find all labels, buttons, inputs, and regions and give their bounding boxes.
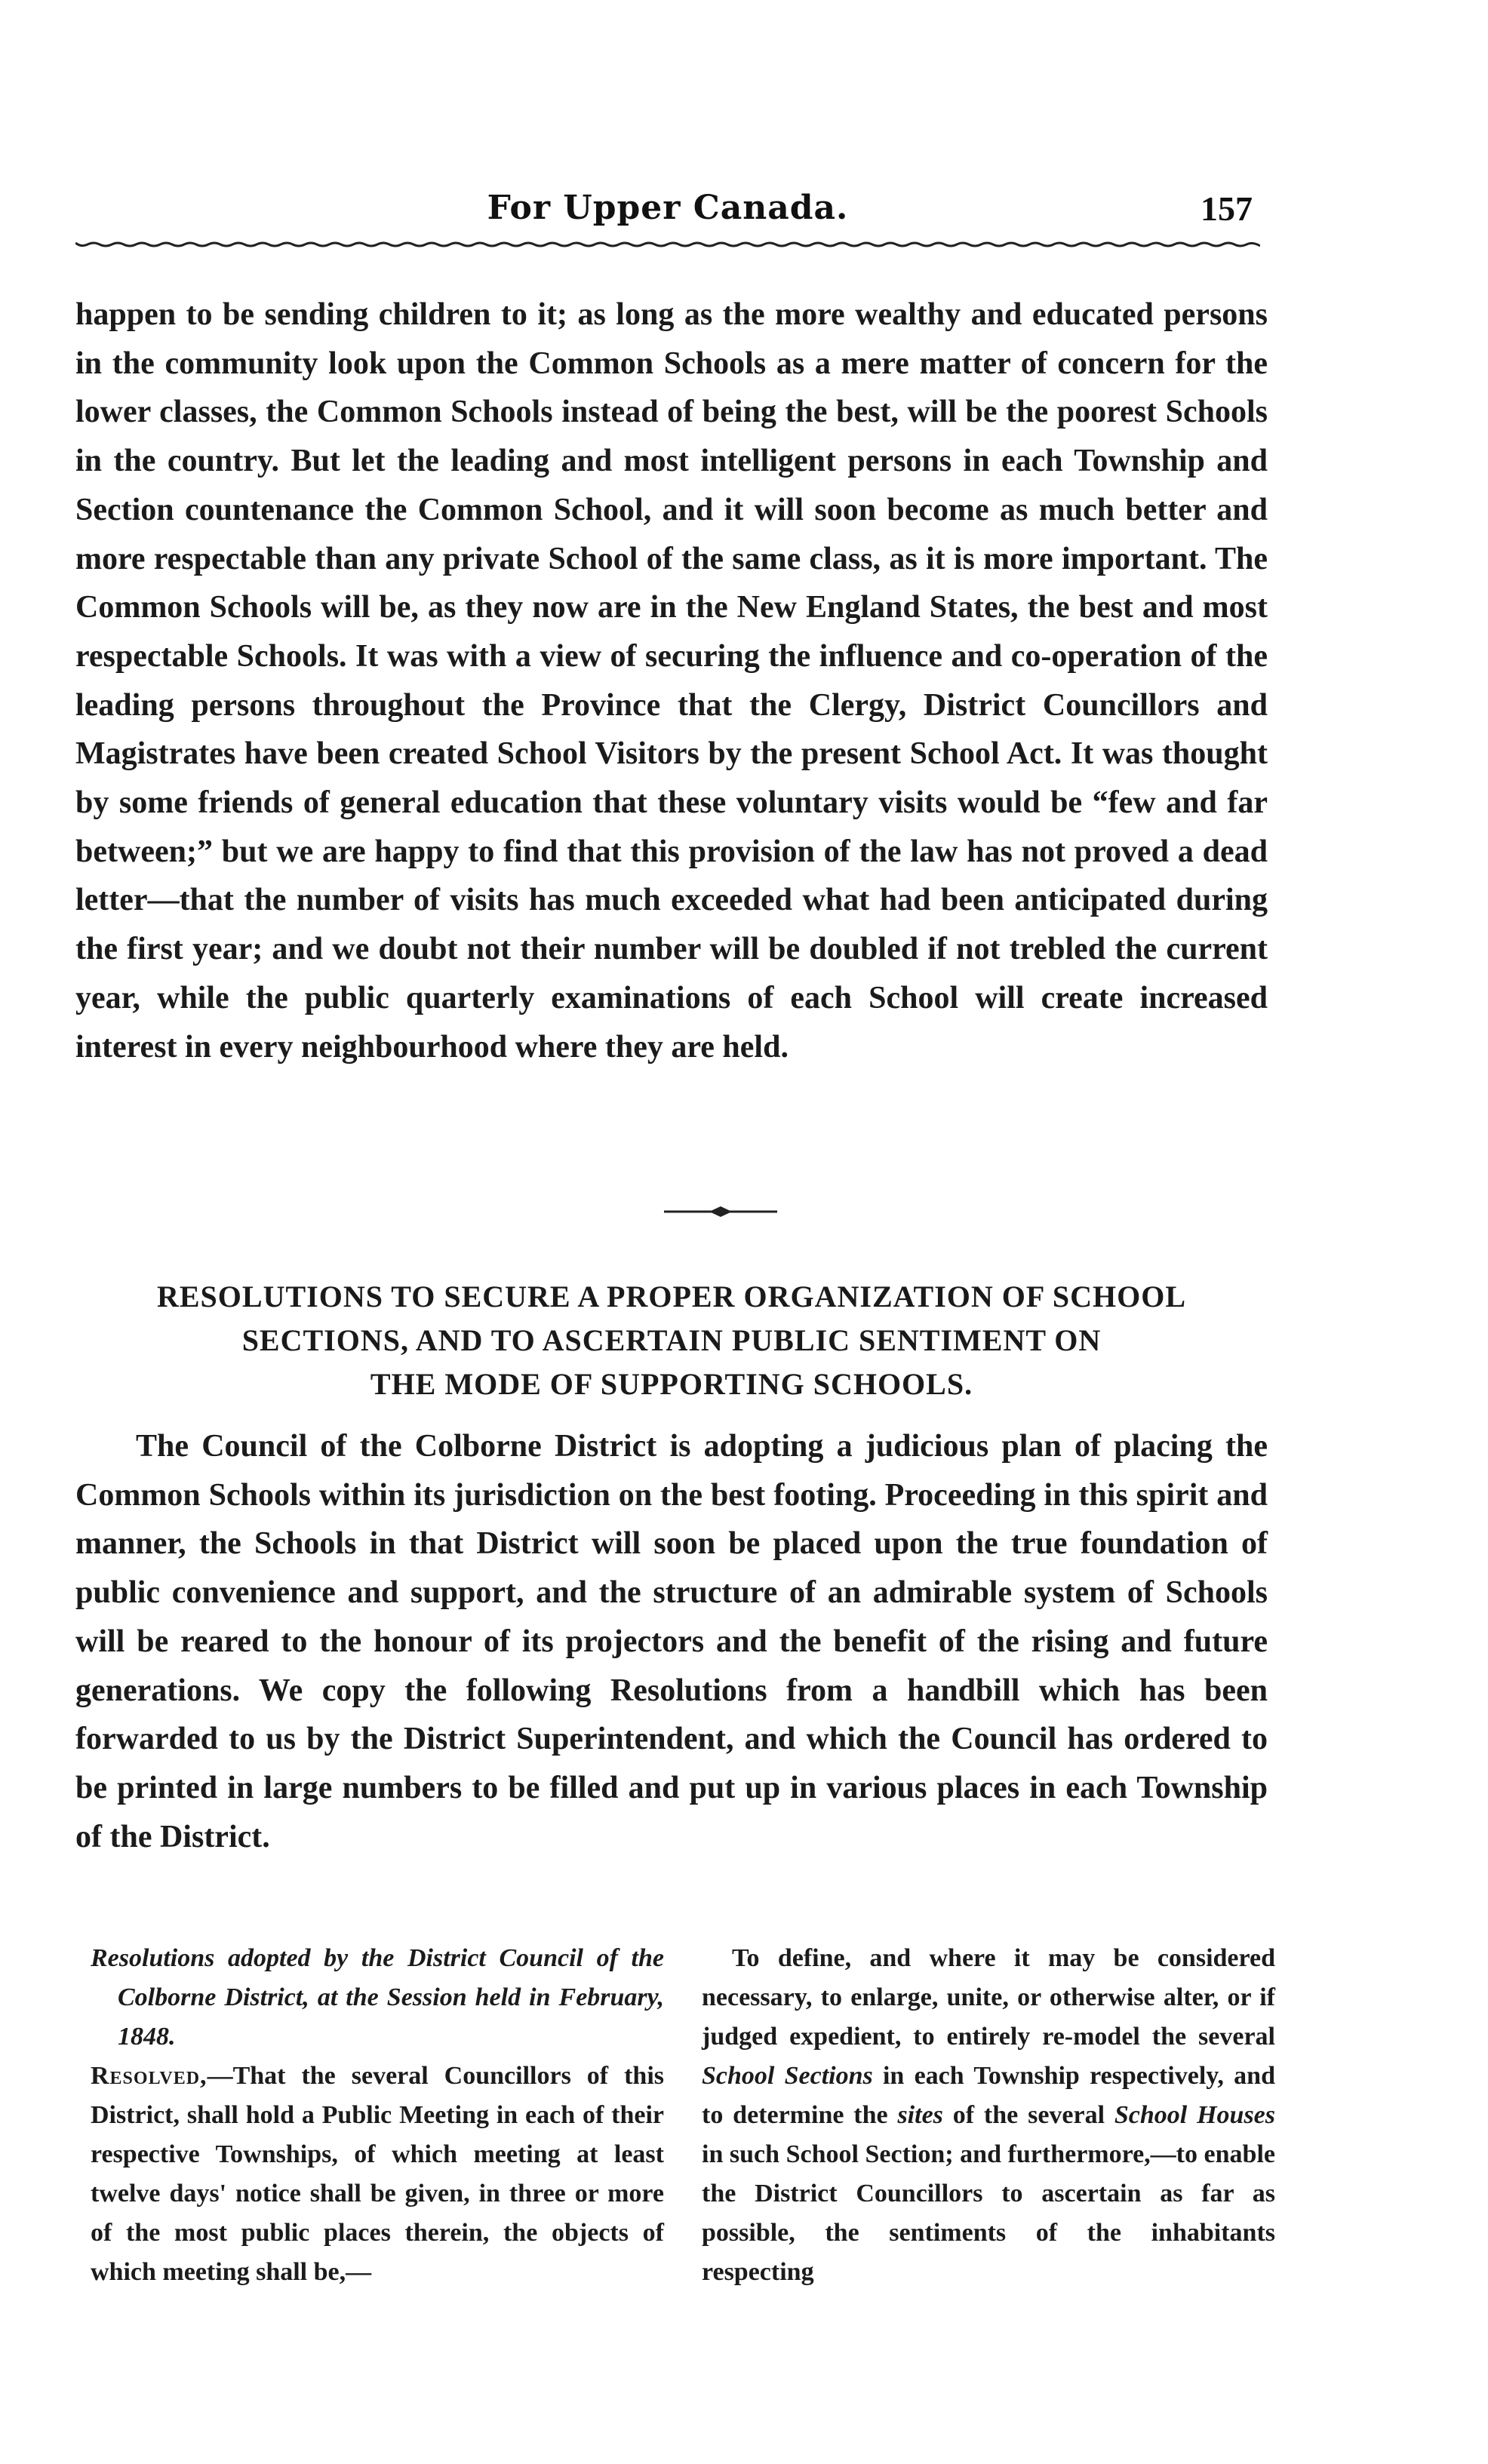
paragraph-2-text: The Council of the Colborne District is adopting a judicious plan of placing the Common Schools within its jurisdiction on the best footing. Proceeding in this spirit and manner, the Schools in that District will soon be placed upon the true foundation of public convenience and support, and the structure of an admirable system of Schools will be reared to the honour of its projectors and the benefit of the rising and future generations. We copy the following Resolutions from a handbill which has been forwarded to us by the District Superintendent, and which the Council has ordered to be printed in large numbers to be filled and put up in various places in each Township of the District. (75, 1429, 1268, 1854)
resolved-paragraph (91, 2057, 664, 2292)
section-title-line-3: THE MODE OF SUPPORTING SCHOOLS. (370, 1367, 973, 1401)
section-title (75, 1275, 1268, 1406)
page-number: 157 (1201, 189, 1253, 228)
section-title-line-1: RESOLUTIONS TO SECURE A PROPER ORGANIZATION OF SCHOOL (156, 1280, 1186, 1313)
section-title-line-2: SECTIONS, AND TO ASCERTAIN PUBLIC SENTIMENT ON (241, 1323, 1102, 1357)
paragraph-2 (75, 1422, 1268, 1861)
right-column-paragraph (702, 1939, 1275, 2292)
right-em-sites: sites (897, 2101, 943, 2129)
right-text-d: in such School Section; and furthermore,—to enable the District Councillors to ascertain as far as possible, the sentiments of the inhabitants respecting (702, 2140, 1275, 2286)
resolutions-caption: Resolutions adopted by the District Council of the Colborne District, at the Session held in February, 1848. (91, 1944, 664, 2051)
running-head: For Upper Canada. (487, 189, 849, 227)
paragraph-1 (75, 290, 1268, 1071)
right-em-school-sections: School Sections (702, 2062, 873, 2090)
right-em-school-houses: School Houses (1114, 2101, 1275, 2129)
paragraph-1-text: happen to be sending children to it; as long as the more wealthy and educated persons in the community look upon the Common Schools as a mere matter of concern for the lower classes, the Common Schools instead of being the best, will be the poorest Schools in the country. But let the leading and most intelligent persons in each Township and Section countenance the Common School, and it will soon become as much better and more respectable than any private School of the same class, as it is more important. The Common Schools will be, as they now are in the New England States, the best and most respectable Schools. It was with a view of securing the influence and co-operation of the leading persons throughout the Province that the Clergy, District Councillors and Magistrates have been created School Visitors by the present School Act. It was thought by some friends of general education that these voluntary visits would be “few and far between;” but we are happy to find that this provision of the law has not proved a dead letter—that the number of visits has much exceeded what had been anticipated during the first year; and we doubt not their number will be doubled if not trebled the current year, while the public quarterly examinations of each School will create increased interest in every neighbourhood where they are held. (75, 297, 1268, 1065)
right-text-c: of the several (942, 2101, 1114, 2129)
page-header (75, 189, 1260, 241)
resolved-text: —That the several Councillors of this District, shall hold a Public Meeting in each of their respective Townships, of which meeting at least twelve days' notice shall be given, in three or more of the most public places therein, the objects of which meeting shall be,— (91, 2062, 664, 2286)
header-rule (75, 240, 1260, 252)
section-divider-ornament (664, 1204, 777, 1219)
right-text-b: in each Township respectively, and to determine the (702, 2062, 1275, 2129)
resolved-label: Resolved, (91, 2062, 208, 2090)
right-column (702, 1939, 1275, 2292)
right-text-a: To define, and where it may be considered necessary, to enlarge, unite, or otherwise alter, or if judged expedient, to entirely re-model the several (702, 1944, 1275, 2051)
left-column (91, 1939, 664, 2292)
